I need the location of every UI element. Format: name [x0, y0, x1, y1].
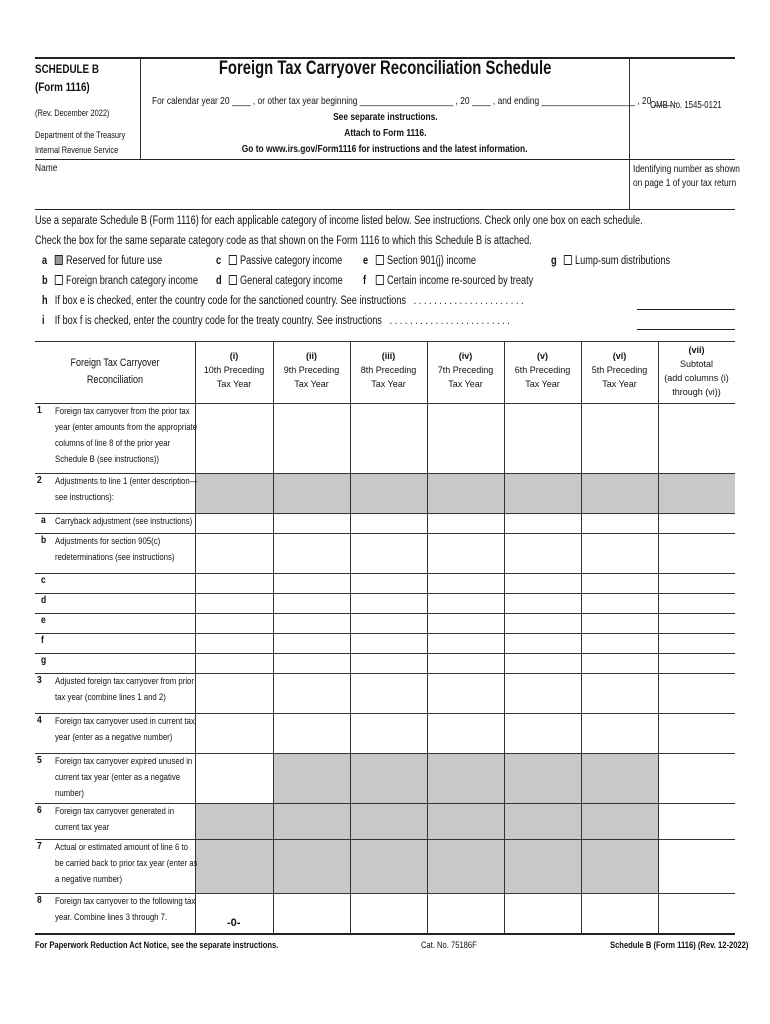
column-header-line2: Tax Year [371, 379, 406, 389]
column-divider [581, 341, 582, 933]
footer-rule [35, 933, 735, 935]
country-line-h [42, 295, 524, 307]
line-label: If box e is checked, enter the country code for the sanctioned country. See instructions [54, 295, 406, 307]
row-label: Actual or estimated amount of line 6 to be carried back to prior tax year (enter as a negative number) [55, 842, 198, 885]
amount-cell[interactable] [658, 713, 735, 753]
column-header-line2: Tax Year [294, 379, 329, 389]
amount-cell[interactable] [273, 653, 350, 673]
row-label: Foreign tax carryover expired unused in current tax year (enter as a negative number) [55, 756, 193, 799]
amount-cell[interactable] [658, 803, 735, 839]
column-divider [273, 341, 274, 933]
header-divider-right [629, 59, 630, 209]
row-divider [35, 593, 735, 594]
category-label: Passive category income [240, 255, 343, 267]
category-letter: d [216, 275, 222, 287]
amount-cell[interactable] [658, 593, 735, 613]
calendar-year-line[interactable]: For calendar year 20 ____ , or other tax year beginning ____________________ , 20 ____ , and ending ____________________ , 20 ____ . [152, 95, 677, 107]
amount-cell[interactable] [504, 633, 581, 653]
row-number: 1 [37, 405, 42, 416]
amount-cell[interactable] [504, 613, 581, 633]
form-number: (Form 1116) [35, 80, 90, 94]
shaded-cell [273, 803, 350, 839]
amount-cell[interactable] [504, 893, 581, 933]
amount-cell[interactable] [350, 573, 427, 593]
amount-cell[interactable] [195, 673, 273, 713]
column-header-line1: 7th Preceding [437, 365, 494, 375]
column-header-line3: through (vi)) [672, 387, 721, 397]
row-divider [35, 573, 735, 574]
category-label: Reserved for future use [66, 255, 163, 267]
country-code-h-input[interactable] [637, 309, 735, 310]
column-header [658, 343, 735, 399]
shaded-cell [195, 803, 273, 839]
column-header-line1: 10th Preceding [203, 365, 265, 375]
row-number: 2 [37, 475, 42, 486]
name-field-label: Name [35, 162, 58, 174]
category-letter: c [216, 255, 222, 267]
amount-cell[interactable] [581, 713, 658, 753]
amount-cell[interactable] [195, 713, 273, 753]
amount-cell[interactable] [273, 613, 350, 633]
amount-cell[interactable] [427, 633, 504, 653]
shaded-cell [581, 473, 658, 513]
amount-cell[interactable] [427, 593, 504, 613]
amount-cell[interactable] [350, 533, 427, 573]
category-label: Certain income re-sourced by treaty [387, 275, 534, 287]
amount-cell[interactable] [195, 633, 273, 653]
category-f[interactable] [363, 275, 533, 287]
country-line-i [42, 315, 510, 327]
amount-cell[interactable] [195, 753, 273, 803]
amount-cell[interactable] [350, 613, 427, 633]
amount-cell[interactable] [350, 653, 427, 673]
omb-number: OMB No. 1545-0121 [650, 100, 722, 111]
column-header-line1: Subtotal [679, 359, 714, 369]
amount-cell[interactable] [504, 713, 581, 753]
amount-cell[interactable] [658, 673, 735, 713]
column-header [273, 349, 350, 391]
row-number: b [41, 535, 47, 546]
shaded-cell [350, 803, 427, 839]
amount-cell[interactable] [427, 653, 504, 673]
category-c-checkbox[interactable] [229, 255, 237, 265]
shaded-cell [273, 839, 350, 893]
shaded-cell [350, 753, 427, 803]
amount-cell[interactable] [581, 513, 658, 533]
amount-cell[interactable] [581, 403, 658, 473]
amount-cell[interactable] [658, 839, 735, 893]
amount-cell[interactable] [195, 593, 273, 613]
amount-cell[interactable] [504, 533, 581, 573]
shaded-cell [195, 839, 273, 893]
row-number: f [41, 635, 44, 646]
see-instructions: See separate instructions. [332, 111, 438, 123]
row-label: Foreign tax carryover from the prior tax year (enter amounts from the appropriate columns of line 8 of the prior year Schedule B (see instructions)) [55, 406, 198, 465]
amount-cell[interactable] [658, 403, 735, 473]
column-header [350, 349, 427, 391]
shaded-cell [504, 473, 581, 513]
row-number: d [41, 595, 47, 606]
shaded-cell [581, 839, 658, 893]
category-d-checkbox[interactable] [229, 275, 237, 285]
amount-cell[interactable] [195, 573, 273, 593]
instruction-line-2: Check the box for the same separate category code as that shown on the Form 1116 to which this Schedule B is attached. [35, 235, 532, 247]
row-number: 8 [37, 895, 42, 906]
amount-cell[interactable] [504, 673, 581, 713]
shaded-cell [273, 473, 350, 513]
shaded-cell [581, 753, 658, 803]
category-letter: f [363, 275, 367, 287]
column-header [504, 349, 581, 391]
amount-cell[interactable] [658, 893, 735, 933]
amount-cell[interactable] [658, 633, 735, 653]
amount-cell[interactable] [658, 533, 735, 573]
category-b-checkbox[interactable] [55, 275, 63, 285]
column-header-line2: Tax Year [525, 379, 560, 389]
line-letter: h [42, 295, 48, 307]
amount-cell[interactable] [427, 513, 504, 533]
shaded-cell [581, 803, 658, 839]
revision-date: (Rev. December 2022) [35, 108, 110, 119]
leader-dots: . . . . . . . . . . . . . . . . . . . . . . [413, 295, 524, 307]
amount-cell[interactable] [658, 613, 735, 633]
amount-cell[interactable] [658, 653, 735, 673]
amount-cell[interactable] [427, 533, 504, 573]
amount-cell[interactable] [273, 673, 350, 713]
footer-form-id: Schedule B (Form 1116) (Rev. 12-2022) [610, 940, 749, 951]
amount-cell[interactable] [350, 403, 427, 473]
footer-cat-number: Cat. No. 75186F [421, 940, 477, 951]
amount-cell[interactable] [427, 893, 504, 933]
amount-cell[interactable] [581, 573, 658, 593]
column-header [195, 349, 273, 391]
line-label: If box f is checked, enter the country code for the treaty country. See instructions [54, 315, 382, 327]
header-bottom-rule [35, 159, 735, 160]
line8-col1-value: -0- [227, 917, 241, 929]
amount-cell[interactable] [581, 593, 658, 613]
column-header-line1: 5th Preceding [591, 365, 648, 375]
category-c[interactable] [216, 255, 342, 267]
shaded-cell [504, 803, 581, 839]
row-label: Adjustments to line 1 (enter description—see instructions): [55, 476, 198, 503]
amount-cell[interactable] [195, 533, 273, 573]
row-label: Foreign tax carryover generated in current tax year [55, 806, 175, 833]
row-number: 5 [37, 755, 42, 766]
category-b[interactable] [42, 275, 198, 287]
column-divider [504, 341, 505, 933]
amount-cell[interactable] [350, 713, 427, 753]
row-label: Adjusted foreign tax carryover from prior tax year (combine lines 1 and 2) [55, 676, 194, 703]
category-letter: a [42, 255, 48, 267]
category-letter: b [42, 275, 48, 287]
amount-cell[interactable] [273, 633, 350, 653]
row-number: 4 [37, 715, 42, 726]
column-divider [658, 341, 659, 933]
amount-cell[interactable] [427, 613, 504, 633]
country-code-i-input[interactable] [637, 329, 735, 330]
category-e-checkbox[interactable] [376, 255, 384, 265]
amount-cell[interactable] [581, 533, 658, 573]
column-header [427, 349, 504, 391]
amount-cell[interactable] [504, 573, 581, 593]
instruction-line-1: Use a separate Schedule B (Form 1116) for each applicable category of income listed below. See instructions. Check only one box on each schedule. [35, 215, 643, 227]
form-title: Foreign Tax Carryover Reconciliation Schedule [218, 58, 552, 79]
shaded-cell [427, 803, 504, 839]
column-header-num: (v) [537, 351, 548, 361]
column-header-line1: 6th Preceding [514, 365, 571, 375]
amount-cell[interactable] [504, 593, 581, 613]
shaded-cell [658, 473, 735, 513]
amount-cell[interactable] [350, 513, 427, 533]
row-number: a [41, 515, 46, 526]
row-number: g [41, 655, 47, 666]
row-divider [35, 613, 735, 614]
amount-cell[interactable] [504, 653, 581, 673]
column-header-num: (ii) [306, 351, 317, 361]
row-number: 6 [37, 805, 42, 816]
amount-cell[interactable] [581, 613, 658, 633]
category-g[interactable] [551, 255, 670, 267]
amount-cell[interactable] [195, 613, 273, 633]
shaded-cell [273, 753, 350, 803]
amount-cell[interactable] [273, 513, 350, 533]
amount-cell[interactable] [427, 573, 504, 593]
column-header-line1: 9th Preceding [283, 365, 340, 375]
category-a[interactable] [42, 255, 162, 267]
amount-cell[interactable] [658, 573, 735, 593]
table-title-text: Foreign Tax Carryover Reconciliation [70, 357, 160, 386]
amount-cell[interactable] [427, 403, 504, 473]
footer-paperwork-notice: For Paperwork Reduction Act Notice, see the separate instructions. [35, 940, 279, 951]
row-label: Foreign tax carryover to the following tax year. Combine lines 3 through 7. [55, 896, 196, 923]
amount-cell[interactable] [273, 573, 350, 593]
row-number: c [41, 575, 46, 586]
row-number: 7 [37, 841, 42, 852]
column-header-num: (iv) [458, 351, 473, 361]
attach-note: Attach to Form 1116. [343, 127, 427, 139]
category-letter: g [551, 255, 557, 267]
column-header-num: (i) [229, 351, 239, 361]
amount-cell[interactable] [658, 753, 735, 803]
shaded-cell [350, 473, 427, 513]
amount-cell[interactable] [581, 673, 658, 713]
row-number: 3 [37, 675, 42, 686]
column-divider [350, 341, 351, 933]
amount-cell[interactable] [195, 653, 273, 673]
row-number: e [41, 615, 46, 626]
column-header-line1: 8th Preceding [360, 365, 417, 375]
shaded-cell [195, 473, 273, 513]
amount-cell[interactable] [350, 593, 427, 613]
column-header-line2: Tax Year [448, 379, 483, 389]
table-title [35, 355, 195, 389]
column-header-num: (iii) [381, 351, 396, 361]
leader-dots: . . . . . . . . . . . . . . . . . . . . . . . . [389, 315, 510, 327]
identifying-number-label: Identifying number as shown on page 1 of your tax return [633, 163, 740, 189]
shaded-cell [427, 473, 504, 513]
category-label: Foreign branch category income [66, 275, 198, 287]
amount-cell[interactable] [581, 633, 658, 653]
amount-cell[interactable] [581, 893, 658, 933]
column-header-line2: (add columns (i) [664, 373, 729, 383]
name-input[interactable] [35, 176, 629, 208]
schedule-label: SCHEDULE B [35, 62, 99, 76]
category-a-checkbox[interactable] [55, 255, 63, 265]
column-header-num: (vi) [612, 351, 627, 361]
row-label: Carryback adjustment (see instructions) [55, 516, 193, 527]
category-f-checkbox[interactable] [376, 275, 384, 285]
shaded-cell [504, 839, 581, 893]
amount-cell[interactable] [350, 673, 427, 713]
shaded-cell [427, 753, 504, 803]
column-header [581, 349, 658, 391]
header-divider-left [140, 59, 141, 159]
goto-note: Go to www.irs.gov/Form1116 for instructions and the latest information. [242, 143, 528, 155]
amount-cell[interactable] [350, 633, 427, 653]
shaded-cell [350, 839, 427, 893]
category-letter: e [363, 255, 369, 267]
name-bottom-rule [35, 209, 735, 210]
amount-cell[interactable] [350, 893, 427, 933]
column-header-line2: Tax Year [216, 379, 252, 389]
column-header-line2: Tax Year [602, 379, 637, 389]
amount-cell[interactable] [195, 403, 273, 473]
column-header-num: (vii) [688, 345, 705, 355]
category-label: Section 901(j) income [387, 255, 476, 267]
category-d[interactable] [216, 275, 343, 287]
category-label: Lump-sum distributions [575, 255, 671, 267]
shaded-cell [427, 839, 504, 893]
amount-cell[interactable] [273, 713, 350, 753]
category-g-checkbox[interactable] [564, 255, 572, 265]
amount-cell[interactable] [273, 593, 350, 613]
row-divider [35, 653, 735, 654]
amount-cell[interactable] [504, 513, 581, 533]
carryover-table [35, 341, 735, 933]
department-line-2: Internal Revenue Service [35, 145, 119, 156]
category-label: General category income [240, 275, 343, 287]
amount-cell[interactable] [504, 403, 581, 473]
line-letter: i [42, 315, 45, 327]
shaded-cell [504, 753, 581, 803]
category-e[interactable] [363, 255, 476, 267]
amount-cell[interactable] [273, 533, 350, 573]
table-top-rule [35, 341, 735, 342]
row-divider [35, 633, 735, 634]
row-label: Adjustments for section 905(c) redeterminations (see instructions) [55, 536, 175, 563]
amount-cell[interactable] [195, 513, 273, 533]
row-label: Foreign tax carryover used in current tax year (enter as a negative number) [55, 716, 195, 743]
amount-cell[interactable] [581, 653, 658, 673]
column-divider [427, 341, 428, 933]
amount-cell[interactable] [427, 673, 504, 713]
amount-cell[interactable] [273, 403, 350, 473]
amount-cell[interactable] [658, 513, 735, 533]
amount-cell[interactable] [273, 893, 350, 933]
amount-cell[interactable] [427, 713, 504, 753]
department-line-1: Department of the Treasury [35, 130, 126, 141]
